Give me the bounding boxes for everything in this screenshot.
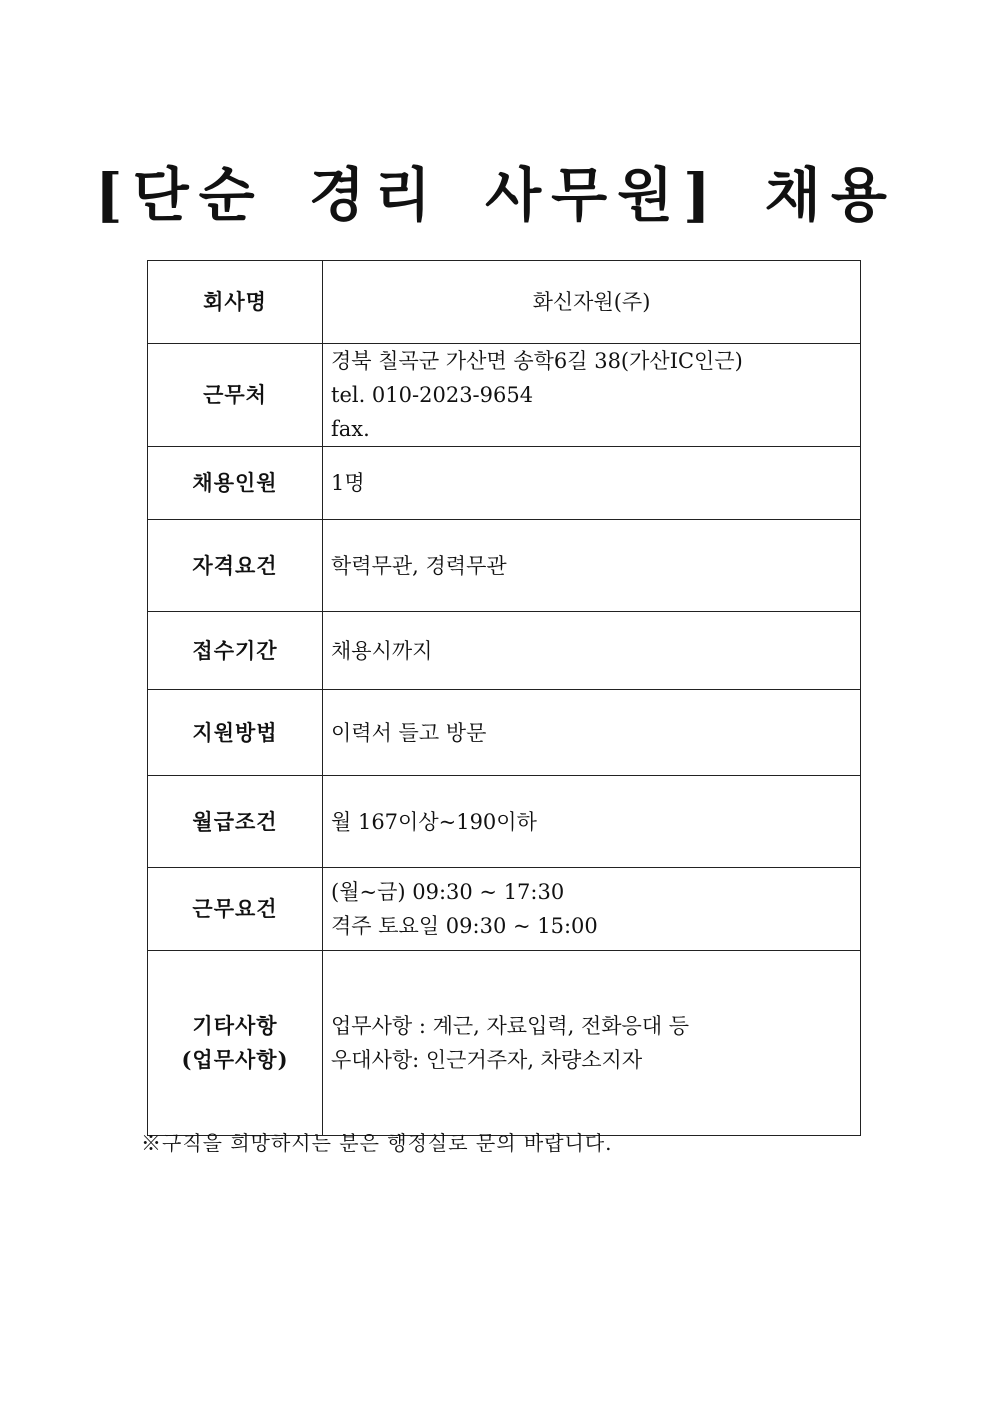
value-text: 이력서 들고 방문 (331, 720, 487, 745)
footnote: ※구직을 희망하시는 분은 행정실로 문의 바랍니다. (141, 1131, 613, 1155)
table-row-other (148, 951, 861, 1136)
label-text: 근무처 (203, 382, 267, 407)
value-other (323, 951, 861, 1136)
table-row-work-hours (148, 868, 861, 951)
label-text: 채용인원 (192, 470, 278, 495)
value-tel: tel. 010-2023-9654 (331, 383, 534, 407)
value-duties: 업무사항 : 계근, 자료입력, 전화응대 등 (331, 1014, 690, 1038)
value-application-period (323, 612, 861, 690)
table-row-workplace (148, 344, 861, 447)
value-application-method (323, 690, 861, 776)
value-text: 학력무관, 경력무관 (331, 553, 507, 578)
value-company (323, 261, 861, 344)
label-application-method (148, 690, 323, 776)
label-text: 접수기간 (192, 637, 278, 663)
label-text: 지원방법 (192, 719, 278, 745)
label-work-hours (148, 868, 323, 951)
table-row-company (148, 261, 861, 344)
label-text: 기타사항 (192, 1013, 278, 1038)
value-preferences: 우대사항: 인근거주자, 차량소지자 (331, 1048, 643, 1072)
label-salary (148, 776, 323, 868)
table-row-qualification (148, 520, 861, 612)
value-work-hours (323, 868, 861, 951)
label-company (148, 261, 323, 344)
label-subtext: (업무사항) (181, 1047, 289, 1072)
value-saturday-hours: 격주 토요일 09:30 ~ 15:00 (331, 914, 598, 938)
value-text: 화신자원(주) (532, 290, 651, 314)
table-row-application-method (148, 690, 861, 776)
label-headcount (148, 447, 323, 520)
label-other (148, 951, 323, 1136)
value-workplace (323, 344, 861, 447)
table-row-headcount (148, 447, 861, 520)
table-row-salary (148, 776, 861, 868)
label-text: 월급조건 (192, 808, 278, 834)
value-salary (323, 776, 861, 868)
label-qualification (148, 520, 323, 612)
value-qualification (323, 520, 861, 612)
value-headcount (323, 447, 861, 520)
label-workplace (148, 344, 323, 447)
label-text: 회사명 (203, 289, 267, 314)
table-row-application-period (148, 612, 861, 690)
value-address: 경북 칠곡군 가산면 송학6길 38(가산IC인근) (331, 349, 743, 373)
page-title: [단순 경리 사무원] 채용 (95, 161, 897, 229)
value-text: 월 167이상~190이하 (331, 809, 537, 834)
value-text: 1명 (331, 471, 365, 495)
label-application-period (148, 612, 323, 690)
label-text: 자격요건 (192, 552, 278, 578)
value-text: 채용시까지 (331, 638, 433, 663)
label-text: 근무요건 (192, 896, 278, 921)
value-weekday-hours: (월~금) 09:30 ~ 17:30 (331, 880, 565, 904)
value-fax: fax. (331, 417, 370, 441)
job-info-table (147, 260, 861, 1136)
